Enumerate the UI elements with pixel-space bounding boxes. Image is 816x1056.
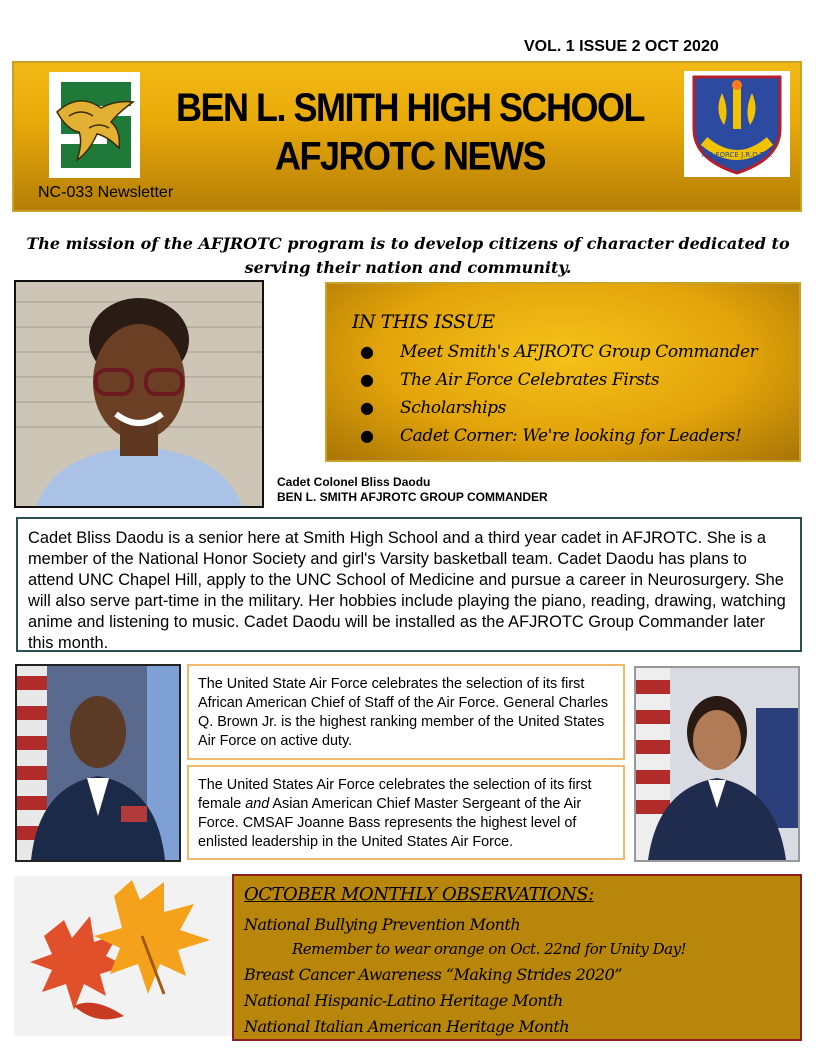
crest-text: AIR FORCE J.R.O.T.C. bbox=[701, 151, 773, 159]
afjrotc-shield-icon bbox=[684, 71, 790, 177]
cadet-portrait-photo bbox=[14, 280, 264, 508]
cadet-bio: Cadet Bliss Daodu is a senior here at Smith High School and a third year cadet in AFJROTC. She is a member of the National Honor Society and girl's Varsity basketball team. Cadet Daodu has plans to attend UNC Chapel Hill, apply to the UNC School of Medicine and pursue a career in Neurosurgery. She will also serve part-time in the military. Her hobbies include playing the piano, reading, drawing, watching anime and listening to music. Cadet Daodu will be installed as the AFJROTC Group Commander later this month. bbox=[16, 517, 802, 652]
portrait-image bbox=[16, 282, 262, 506]
general-portrait-image bbox=[17, 666, 179, 860]
bullet-icon: ● bbox=[360, 370, 374, 389]
caption-name: Cadet Colonel Bliss Daodu bbox=[277, 475, 431, 489]
newsletter-name: AFJROTC NEWS bbox=[275, 133, 545, 179]
air-force-chief-story: The United State Air Force celebrates the selection of its first African American Chief of Staff of the Air Force. General Charles Q. Brown Jr. is the highest ranking member of the United States Air Force on active duty. bbox=[187, 664, 625, 760]
bullet-icon: ● bbox=[360, 342, 374, 361]
list-item: Breast Cancer Awareness “Making Strides 2020” bbox=[244, 965, 622, 984]
list-item: ● Scholarships bbox=[360, 394, 757, 422]
list-item: ● Meet Smith's AFJROTC Group Commander bbox=[360, 338, 757, 366]
list-item: National Italian American Heritage Month bbox=[244, 1017, 570, 1036]
list-item: Remember to wear orange on Oct. 22nd for Unity Day! bbox=[292, 940, 687, 958]
monthly-observations-box bbox=[232, 874, 802, 1041]
cmsaf-story: The United States Air Force celebrates the selection of its first female and Asian American Chief Master Sergeant of the Air Force. CMSAF Joanne Bass represents the highest level of enlisted leadership in the United States Air Force. bbox=[187, 765, 625, 860]
general-brown-photo bbox=[15, 664, 181, 862]
mission-statement: The mission of the AFJROTC program is to develop citizens of character dedicated to serving their nation and community. bbox=[26, 234, 790, 277]
list-item: ● The Air Force Celebrates Firsts bbox=[360, 366, 757, 394]
in-this-issue-list bbox=[360, 338, 757, 450]
newsletter-title bbox=[150, 84, 670, 181]
afjrotc-crest bbox=[684, 71, 790, 177]
unit-label: NC-033 Newsletter bbox=[38, 184, 174, 201]
caption-role: BEN L. SMITH AFJROTC GROUP COMMANDER bbox=[277, 490, 548, 504]
observations-title: OCTOBER MONTHLY OBSERVATIONS: bbox=[244, 884, 594, 905]
cmsaf-bass-photo bbox=[634, 666, 800, 862]
autumn-leaves-image bbox=[14, 876, 232, 1036]
bullet-icon: ● bbox=[360, 398, 374, 417]
list-item: National Bullying Prevention Month bbox=[244, 915, 521, 934]
issue-number: VOL. 1 ISSUE 2 OCT 2020 bbox=[524, 38, 719, 55]
bullet-icon: ● bbox=[360, 426, 374, 445]
list-item: National Hispanic-Latino Heritage Month bbox=[244, 991, 563, 1010]
cmsaf-portrait-image bbox=[636, 668, 798, 860]
school-logo bbox=[49, 72, 140, 178]
maple-leaf-icon bbox=[14, 876, 232, 1036]
eagle-s-logo-icon bbox=[49, 72, 140, 178]
list-item: ● Cadet Corner: We're looking for Leaders! bbox=[360, 422, 757, 450]
in-this-issue-title: IN THIS ISSUE bbox=[352, 311, 495, 333]
school-name: BEN L. SMITH HIGH SCHOOL bbox=[176, 84, 644, 130]
photo-caption bbox=[277, 475, 548, 505]
